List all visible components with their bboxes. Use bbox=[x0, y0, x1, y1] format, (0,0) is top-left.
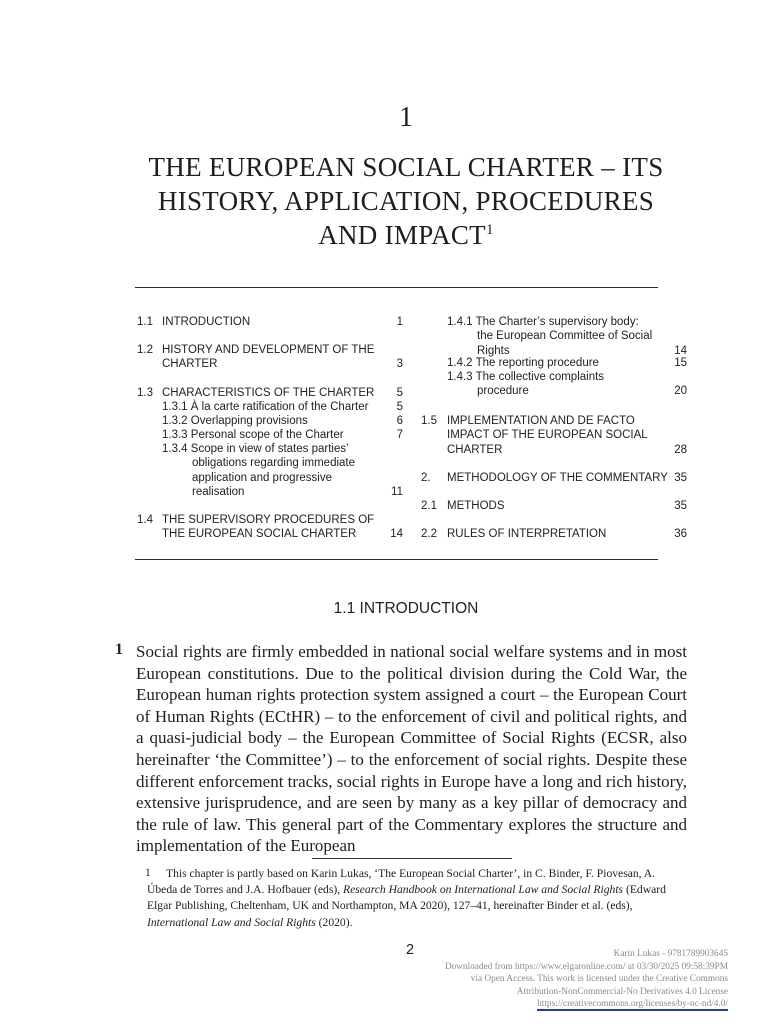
chapter-title-line: AND IMPACT$^1$ bbox=[318, 220, 494, 250]
toc-entry-1-3-1[interactable]: 1.3.1 À la carte ratification of the Charter 5 bbox=[162, 401, 403, 413]
toc-top-rule bbox=[135, 287, 658, 288]
toc-entry-1-3[interactable]: 1.3 CHARACTERISTICS OF THE CHARTER 5 bbox=[137, 387, 403, 399]
license-line: Attribution-NonCommercial-No Derivatives 4.0 License bbox=[516, 986, 728, 997]
license-notice bbox=[398, 948, 728, 1011]
page-number: 2 bbox=[405, 942, 415, 958]
chapter-title-line: THE EUROPEAN SOCIAL CHARTER – ITS bbox=[148, 152, 664, 182]
body-paragraph: Social rights are firmly embedded in national social welfare systems and in most European constitutions. Due to the political division during the Cold War, the European human rights protection system assigned a court – the European Court of Human Rights (ECtHR) – to the enforcement of civil and political rights, and a quasi-judicial body – the European Committee of Social Rights (ECSR, also hereinafter ‘the Committee’) – to the enforcement of social rights. Despite these different enforcement tracks, social rights in Europe have a long and rich history, extensive jurisprudence, and are seen by many as a key pillar of democracy and the rule of law. This general part of the Commentary explores the structure and implementation of the European bbox=[136, 642, 687, 856]
toc-entry-2-2[interactable]: 2.2 RULES OF INTERPRETATION 36 bbox=[421, 528, 687, 540]
toc-entry-1-4-2[interactable]: 1.4.2 The reporting procedure 15 bbox=[447, 357, 687, 369]
license-line: via Open Access. This work is licensed under the Creative Commons bbox=[470, 974, 728, 984]
toc-entry-1-3-2[interactable]: 1.3.2 Overlapping provisions 6 bbox=[162, 415, 403, 427]
chapter-title-line: HISTORY, APPLICATION, PROCEDURES bbox=[157, 186, 655, 216]
toc-entry-1-2[interactable]: 1.2 HISTORY AND DEVELOPMENT OF THE CHARTER 3 bbox=[137, 344, 403, 371]
toc-entry-2-1[interactable]: 2.1 METHODS 35 bbox=[421, 500, 687, 512]
license-line: Downloaded from https://www.elgaronline.com/ at 03/30/2025 09:58:39PM bbox=[444, 961, 728, 972]
toc-entry-1-1[interactable]: 1.1 INTRODUCTION 1 bbox=[137, 316, 403, 328]
toc-entry-2[interactable]: 2. METHODOLOGY OF THE COMMENTARY 35 bbox=[421, 472, 687, 484]
toc-entry-1-3-3[interactable]: 1.3.3 Personal scope of the Charter 7 bbox=[162, 429, 403, 441]
toc-bottom-rule bbox=[135, 559, 658, 560]
toc-entry-1-4-3[interactable]: 1.4.3 The collective complaints procedure 20 bbox=[447, 371, 687, 398]
toc-entry-1-3-4[interactable]: 1.3.4 Scope in view of states parties’ obligations regarding immediate application and progressive realisation 11 bbox=[162, 443, 403, 498]
toc-entry-1-4-1[interactable]: 1.4.1 The Charter’s supervisory body: the European Committee of Social Rights 14 bbox=[447, 316, 687, 357]
toc-entry-1-4[interactable]: 1.4 THE SUPERVISORY PROCEDURES OF THE EUROPEAN SOCIAL CHARTER 14 bbox=[137, 514, 403, 541]
footnote-number: 1 bbox=[145, 866, 151, 879]
footnote-reference[interactable]: 1 bbox=[485, 222, 494, 238]
footnote-rule bbox=[312, 858, 512, 859]
paragraph-number: 1 bbox=[115, 641, 123, 658]
toc-entry-1-5[interactable]: 1.5 IMPLEMENTATION AND DE FACTO IMPACT OF THE EUROPEAN SOCIAL CHARTER 28 bbox=[421, 415, 687, 456]
section-heading: 1.1 INTRODUCTION bbox=[333, 600, 479, 617]
license-link[interactable]: https://creativecommons.org/licenses/by-nc-nd/4.0/ bbox=[537, 999, 728, 1009]
footnote: This chapter is partly based on Karin Lukas, ‘The European Social Charter’, in C. Binder, F. Piovesan, A. Úbeda de Torres and J.A. Hofbauer (eds), Research Handbook on International Law and Social Rights (Edward Elgar Publishing, Cheltenham, UK and Northampton, MA 2020), 127–41, hereinafter Binder et al. (eds), International Law and Social Rights (2020). bbox=[147, 867, 666, 929]
chapter-number: 1 bbox=[399, 102, 413, 133]
chapter-title bbox=[120, 150, 692, 252]
license-line: Karin Lukas - 9781789903645 bbox=[613, 949, 728, 959]
